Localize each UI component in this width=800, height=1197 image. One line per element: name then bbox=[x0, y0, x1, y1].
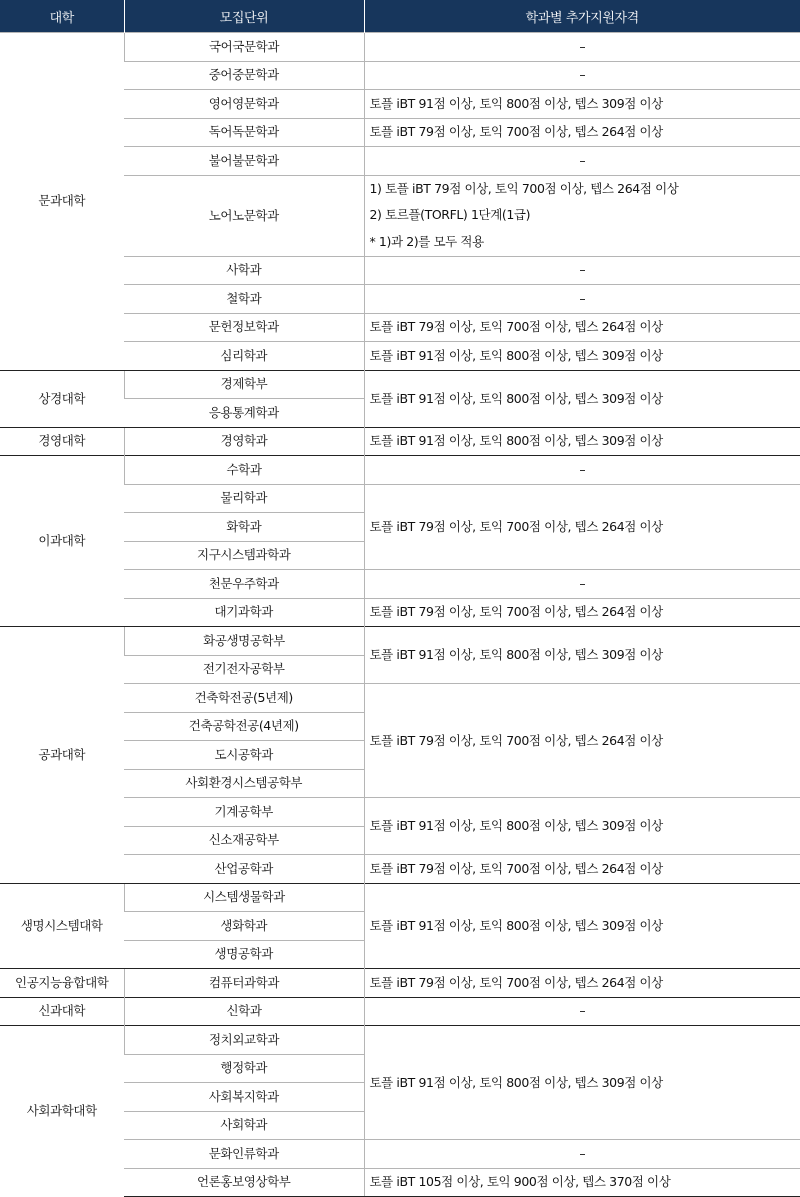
table-body bbox=[0, 33, 800, 1197]
unit-cell: 문헌정보학과 bbox=[124, 313, 364, 342]
qualification-line: * 1)과 2)를 모두 적용 bbox=[370, 229, 800, 256]
unit-cell: 국어국문학과 bbox=[124, 33, 364, 62]
qualification-cell: 토플 iBT 91점 이상, 토익 800점 이상, 텝스 309점 이상 bbox=[364, 427, 800, 456]
unit-cell: 수학과 bbox=[124, 456, 364, 485]
unit-cell: 사회복지학과 bbox=[124, 1083, 364, 1112]
header-college: 대학 bbox=[0, 0, 124, 33]
unit-cell: 사회학과 bbox=[124, 1111, 364, 1140]
qualification-cell: – bbox=[364, 256, 800, 285]
table-row bbox=[0, 883, 800, 912]
header-qualification: 학과별 추가지원자격 bbox=[364, 0, 800, 33]
unit-cell: 영어영문학과 bbox=[124, 90, 364, 119]
unit-cell: 경영학과 bbox=[124, 427, 364, 456]
unit-cell: 불어불문학과 bbox=[124, 147, 364, 176]
unit-cell: 응용통계학과 bbox=[124, 399, 364, 428]
table-row bbox=[0, 1026, 800, 1055]
unit-cell: 물리학과 bbox=[124, 484, 364, 513]
qualification-cell: 토플 iBT 105점 이상, 토익 900점 이상, 텝스 370점 이상 bbox=[364, 1168, 800, 1197]
qualification-cell: – bbox=[364, 33, 800, 62]
college-cell: 상경대학 bbox=[0, 370, 124, 427]
table-row bbox=[0, 997, 800, 1026]
college-cell: 경영대학 bbox=[0, 427, 124, 456]
qualification-cell: 토플 iBT 79점 이상, 토익 700점 이상, 텝스 264점 이상 bbox=[364, 598, 800, 627]
qualification-cell: 토플 iBT 91점 이상, 토익 800점 이상, 텝스 309점 이상 bbox=[364, 370, 800, 427]
table-row bbox=[0, 627, 800, 656]
qualification-cell: 토플 iBT 91점 이상, 토익 800점 이상, 텝스 309점 이상 bbox=[364, 798, 800, 855]
college-cell: 문과대학 bbox=[0, 33, 124, 371]
unit-cell: 언론홍보영상학부 bbox=[124, 1168, 364, 1197]
unit-cell: 신소재공학부 bbox=[124, 826, 364, 855]
table-row bbox=[0, 427, 800, 456]
unit-cell: 기계공학부 bbox=[124, 798, 364, 827]
unit-cell: 사학과 bbox=[124, 256, 364, 285]
unit-cell: 중어중문학과 bbox=[124, 61, 364, 90]
qualification-line: 1) 토플 iBT 79점 이상, 토익 700점 이상, 텝스 264점 이상 bbox=[370, 176, 800, 203]
qualification-cell: – bbox=[364, 1140, 800, 1169]
table-row bbox=[0, 33, 800, 62]
college-cell: 신과대학 bbox=[0, 997, 124, 1026]
qualification-cell: – bbox=[364, 456, 800, 485]
qualification-cell: 토플 iBT 79점 이상, 토익 700점 이상, 텝스 264점 이상 bbox=[364, 118, 800, 147]
table-header bbox=[0, 0, 800, 33]
unit-cell: 독어독문학과 bbox=[124, 118, 364, 147]
unit-cell: 산업공학과 bbox=[124, 855, 364, 884]
table-row bbox=[0, 969, 800, 998]
qualification-cell: – bbox=[364, 997, 800, 1026]
college-cell: 인공지능융합대학 bbox=[0, 969, 124, 998]
unit-cell: 지구시스템과학과 bbox=[124, 541, 364, 570]
qualification-cell: – bbox=[364, 285, 800, 314]
qualification-cell: 토플 iBT 79점 이상, 토익 700점 이상, 텝스 264점 이상 bbox=[364, 484, 800, 570]
qualification-cell: 토플 iBT 79점 이상, 토익 700점 이상, 텝스 264점 이상 bbox=[364, 855, 800, 884]
qualification-cell: 토플 iBT 79점 이상, 토익 700점 이상, 텝스 264점 이상 bbox=[364, 313, 800, 342]
unit-cell: 시스템생물학과 bbox=[124, 883, 364, 912]
table-row bbox=[0, 456, 800, 485]
qualification-cell: 토플 iBT 91점 이상, 토익 800점 이상, 텝스 309점 이상 bbox=[364, 627, 800, 684]
unit-cell: 전기전자공학부 bbox=[124, 655, 364, 684]
qualification-cell: 토플 iBT 91점 이상, 토익 800점 이상, 텝스 309점 이상 bbox=[364, 1026, 800, 1140]
qualification-cell: 토플 iBT 79점 이상, 토익 700점 이상, 텝스 264점 이상 bbox=[364, 969, 800, 998]
qualification-cell: – bbox=[364, 147, 800, 176]
unit-cell: 문화인류학과 bbox=[124, 1140, 364, 1169]
unit-cell: 생명공학과 bbox=[124, 940, 364, 969]
unit-cell: 건축학전공(5년제) bbox=[124, 684, 364, 713]
unit-cell: 노어노문학과 bbox=[124, 175, 364, 256]
qualification-line: 2) 토르플(TORFL) 1단계(1급) bbox=[370, 202, 800, 229]
qualification-cell: 토플 iBT 91점 이상, 토익 800점 이상, 텝스 309점 이상 bbox=[364, 90, 800, 119]
unit-cell: 화학과 bbox=[124, 513, 364, 542]
qualification-cell bbox=[364, 175, 800, 256]
unit-cell: 사회환경시스템공학부 bbox=[124, 769, 364, 798]
table-row bbox=[0, 370, 800, 399]
header-unit: 모집단위 bbox=[124, 0, 364, 33]
unit-cell: 철학과 bbox=[124, 285, 364, 314]
unit-cell: 건축공학전공(4년제) bbox=[124, 712, 364, 741]
unit-cell: 경제학부 bbox=[124, 370, 364, 399]
unit-cell: 화공생명공학부 bbox=[124, 627, 364, 656]
unit-cell: 행정학과 bbox=[124, 1054, 364, 1083]
qualification-cell: 토플 iBT 91점 이상, 토익 800점 이상, 텝스 309점 이상 bbox=[364, 342, 800, 371]
qualification-cell: 토플 iBT 91점 이상, 토익 800점 이상, 텝스 309점 이상 bbox=[364, 883, 800, 969]
unit-cell: 도시공학과 bbox=[124, 741, 364, 770]
college-cell: 공과대학 bbox=[0, 627, 124, 884]
qualification-cell: 토플 iBT 79점 이상, 토익 700점 이상, 텝스 264점 이상 bbox=[364, 684, 800, 798]
unit-cell: 생화학과 bbox=[124, 912, 364, 941]
qualification-cell: – bbox=[364, 570, 800, 599]
college-cell: 생명시스템대학 bbox=[0, 883, 124, 969]
college-cell: 이과대학 bbox=[0, 456, 124, 627]
unit-cell: 신학과 bbox=[124, 997, 364, 1026]
unit-cell: 심리학과 bbox=[124, 342, 364, 371]
qualification-cell: – bbox=[364, 61, 800, 90]
unit-cell: 컴퓨터과학과 bbox=[124, 969, 364, 998]
unit-cell: 대기과학과 bbox=[124, 598, 364, 627]
college-cell: 사회과학대학 bbox=[0, 1026, 124, 1197]
unit-cell: 정치외교학과 bbox=[124, 1026, 364, 1055]
unit-cell: 천문우주학과 bbox=[124, 570, 364, 599]
header-row bbox=[0, 0, 800, 33]
